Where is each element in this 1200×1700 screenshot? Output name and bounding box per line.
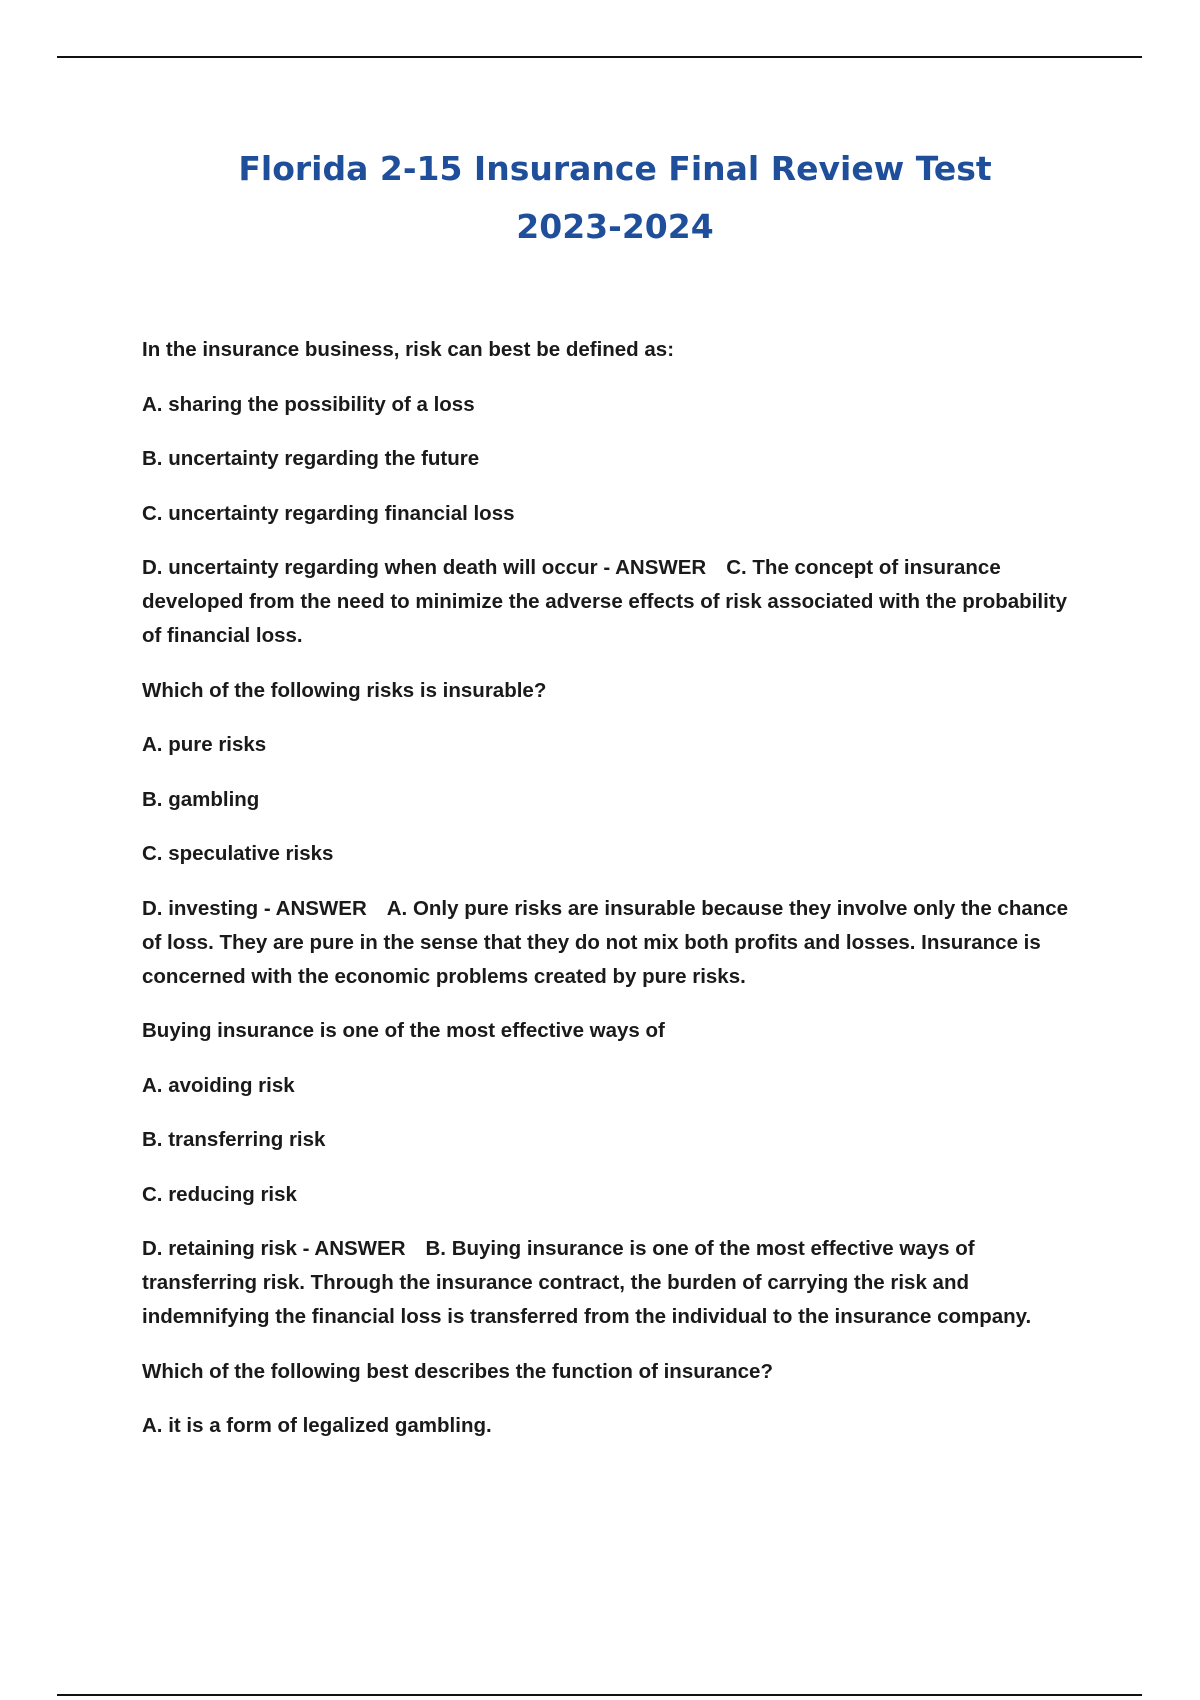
option-text: C. speculative risks [142, 842, 334, 865]
option-text: C. uncertainty regarding financial loss [142, 501, 515, 525]
option-text: C. reducing risk [142, 1182, 297, 1206]
option-text: A. pure risks [142, 733, 267, 756]
answer-block [142, 1232, 1092, 1334]
answer-explanation: A. Only pure risks are insurable because they involve only the chance of loss. They are pure in the sense that they do not mix both profits and losses. Insurance is concerned with the economic problems created by pure risks. [142, 896, 1069, 988]
option-text: A. avoiding risk [142, 1073, 295, 1097]
question-text: Buying insurance is one of the most effective ways of [142, 1019, 665, 1042]
option-text: B. uncertainty regarding the future [142, 447, 480, 470]
title-line-2: 2023-2024 [516, 207, 714, 246]
option-text: A. sharing the possibility of a loss [142, 392, 475, 416]
answer-block [142, 892, 1092, 994]
question-text: In the insurance business, risk can best be defined as: [142, 338, 675, 361]
document-title [140, 140, 1090, 256]
footer-rule [57, 1694, 1142, 1696]
answer-explanation: B. Buying insurance is one of the most effective ways of transferring risk. Through the insurance contract, the burden of carrying the risk and indemnifying the financial loss is transferred from the individual to the insurance company. [142, 1237, 1032, 1328]
answer-option: D. uncertainty regarding when death will occur - ANSWER [142, 556, 707, 579]
answer-explanation: C. The concept of insurance developed from the need to minimize the adverse effects of risk associated with the probability of financial loss. [142, 556, 1068, 647]
answer-block [142, 551, 1092, 653]
option-text: B. gambling [142, 787, 260, 811]
question-text: Which of the following best describes the function of insurance? [142, 1359, 773, 1383]
title-line-1: Florida 2-15 Insurance Final Review Test [238, 149, 992, 188]
option-text: B. transferring risk [142, 1128, 326, 1151]
answer-option: D. investing - ANSWER [142, 896, 367, 920]
answer-option: D. retaining risk - ANSWER [142, 1237, 406, 1260]
header-rule [57, 56, 1142, 58]
question-text: Which of the following risks is insurable? [142, 678, 547, 702]
question-list [142, 333, 1092, 1464]
option-text: A. it is a form of legalized gambling. [142, 1414, 492, 1437]
